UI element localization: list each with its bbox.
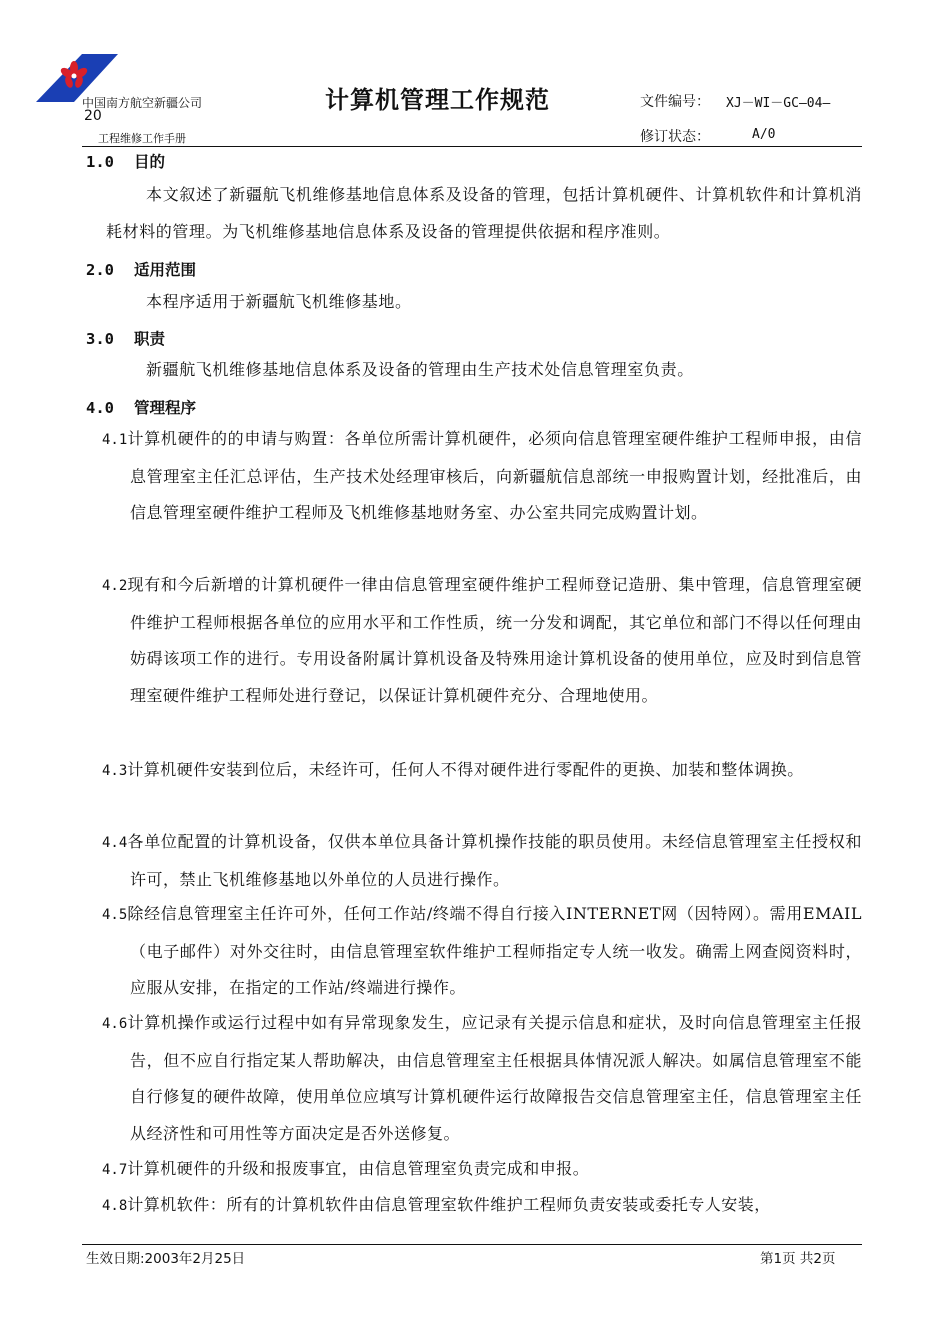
list-item [102, 1151, 862, 1189]
section-number: 3.0 [86, 330, 114, 348]
item-number: 4.4 [102, 835, 128, 851]
section-body-text: 本文叙述了新疆航飞机维修基地信息体系及设备的管理，包括计算机硬件、计算机软件和计算机消耗材料的管理。为飞机维修基地信息体系及设备的管理提供依据和程序准则。 [106, 185, 862, 241]
item-text: 计算机操作或运行过程中如有异常现象发生，应记录有关提示信息和症状，及时向信息管理室主任报告，但不应自行指定某人帮助解决，由信息管理室主任根据具体情况派人解决。如属信息管理室不能自行修复的硬件故障，使用单位应填写计算机硬件运行故障报告交信息管理室主任，信息管理室主任从经济性和可用性等方面决定是否外送修复。 [127, 1013, 862, 1143]
section-title: 职责 [134, 330, 166, 348]
item-text: 计算机软件：所有的计算机软件由信息管理室软件维护工程师负责安装或委托专人安装， [127, 1195, 771, 1214]
revision-label: 修订状态： [640, 129, 710, 145]
section-heading [86, 327, 165, 349]
section-heading [86, 396, 196, 418]
list-item [102, 567, 862, 714]
item-text: 计算机硬件安装到位后，未经许可，任何人不得对硬件进行零配件的更换、加装和整体调换。 [127, 760, 804, 779]
effective-date: 生效日期:2003年2月25日 [86, 1251, 246, 1267]
section-number: 1.0 [86, 153, 114, 171]
footer-divider [82, 1244, 862, 1245]
list-item [102, 1187, 862, 1225]
list-item [102, 896, 862, 1007]
section-body [106, 352, 862, 389]
page-title: 计算机管理工作规范 [325, 86, 550, 114]
header-divider [82, 146, 862, 147]
section-heading [86, 258, 196, 280]
section-heading [86, 150, 165, 172]
section-title: 适用范围 [134, 261, 197, 279]
list-item [102, 421, 862, 532]
revision-value: A/0 [752, 127, 776, 142]
section-body-text: 新疆航飞机维修基地信息体系及设备的管理由生产技术处信息管理室负责。 [146, 360, 694, 379]
section-number: 4.0 [86, 399, 114, 417]
section-body-text: 本程序适用于新疆航飞机维修基地。 [146, 292, 412, 311]
item-text: 除经信息管理室主任许可外，任何工作站/终端不得自行接入INTERNET网（因特网）。需用EMAIL（电子邮件）对外交往时，由信息管理室软件维护工程师指定专人统一收发。确需上网查阅资料时，应服从安排，在指定的工作站/终端进行操作。 [127, 904, 862, 998]
doc-number-label: 文件编号： [640, 94, 710, 110]
doc-number-value: XJ－WI－GC—04— [726, 96, 831, 111]
item-text: 各单位配置的计算机设备，仅供本单位具备计算机操作技能的职员使用。未经信息管理室主任授权和许可，禁止飞机维修基地以外单位的人员进行操作。 [127, 832, 862, 889]
section-body [106, 284, 862, 321]
item-number: 4.7 [102, 1162, 128, 1178]
doc-number-wrap: 20 [84, 108, 102, 124]
page-number: 第1页 共2页 [760, 1251, 836, 1267]
section-number: 2.0 [86, 261, 114, 279]
manual-name: 工程维修工作手册 [98, 132, 186, 145]
item-number: 4.6 [102, 1016, 128, 1032]
item-number: 4.1 [102, 432, 128, 448]
section-title: 管理程序 [134, 399, 197, 417]
item-number: 4.5 [102, 907, 128, 923]
item-text: 现有和今后新增的计算机硬件一律由信息管理室硬件维护工程师登记造册、集中管理，信息管理室硬件维护工程师根据各单位的应用水平和工作性质，统一分发和调配，其它单位和部门不得以任何理由妨碍该项工作的进行。专用设备附属计算机设备及特殊用途计算机设备的使用单位，应及时到信息管理室硬件维护工程师处进行登记，以保证计算机硬件充分、合理地使用。 [127, 575, 862, 705]
section-body [106, 177, 862, 250]
list-item [102, 824, 862, 898]
item-number: 4.8 [102, 1198, 128, 1214]
item-text: 计算机硬件的的申请与购置：各单位所需计算机硬件，必须向信息管理室硬件维护工程师申报，由信息管理室主任汇总评估，生产技术处经理审核后，向新疆航信息部统一申报购置计划，经批准后，由信息管理室硬件维护工程师及飞机维修基地财务室、办公室共同完成购置计划。 [127, 429, 862, 523]
list-item [102, 1005, 862, 1152]
item-number: 4.2 [102, 578, 128, 594]
section-title: 目的 [134, 153, 166, 171]
item-number: 4.3 [102, 763, 128, 779]
company-name: 中国南方航空新疆公司 [82, 96, 203, 110]
item-text: 计算机硬件的升级和报废事宜，由信息管理室负责完成和申报。 [127, 1159, 590, 1178]
list-item [102, 752, 862, 790]
